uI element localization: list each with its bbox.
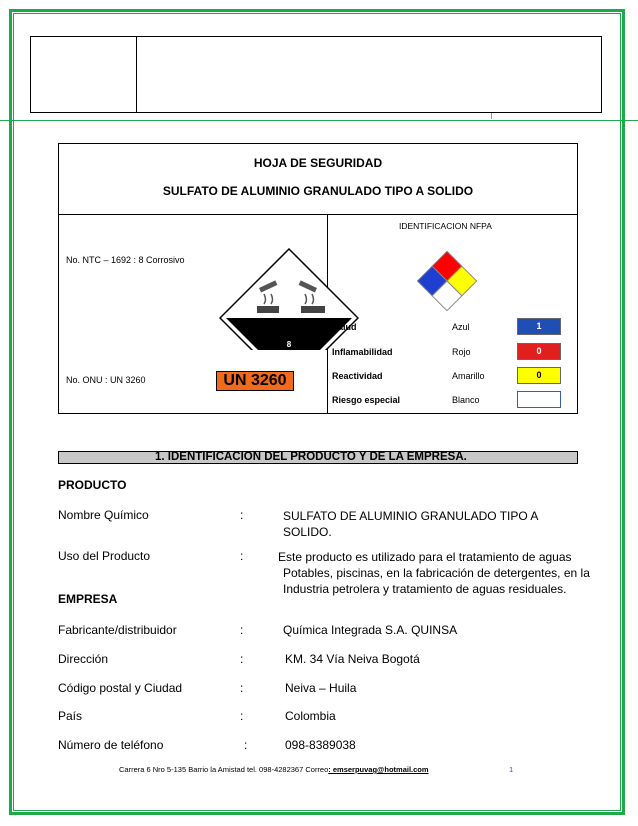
uso-line: Este producto es utilizado para el tratamiento de aguas bbox=[278, 550, 572, 564]
uso-value bbox=[278, 549, 590, 597]
nfpa-value-box: 0 bbox=[517, 367, 561, 384]
footer-email[interactable]: : emserpuvag@hotmail.com bbox=[328, 765, 429, 774]
nombre-line: SULFATO DE ALUMINIO GRANULADO TIPO A bbox=[283, 509, 539, 523]
uso-line: Industria petrolera y tratamiento de aguas residuales. bbox=[283, 582, 567, 596]
nfpa-label: Reactividad bbox=[332, 371, 383, 381]
identification-box bbox=[58, 215, 578, 414]
page-footer bbox=[119, 765, 514, 774]
section-1-heading: 1. IDENTIFICACION DEL PRODUCTO Y DE LA EMPRESA. bbox=[155, 451, 467, 463]
corrosive-pictogram-icon bbox=[219, 248, 359, 350]
codigo-label: Código postal y Ciudad bbox=[58, 681, 183, 695]
nfpa-color-name: Azul bbox=[452, 322, 470, 332]
document-subtitle: SULFATO DE ALUMINIO GRANULADO TIPO A SOLIDO bbox=[162, 184, 474, 198]
nfpa-label: Inflamabilidad bbox=[332, 347, 393, 357]
ntc-number: No. NTC – 1692 : 8 Corrosivo bbox=[66, 255, 185, 265]
colon: : bbox=[240, 549, 244, 563]
nfpa-title: IDENTIFICACION NFPA bbox=[399, 221, 492, 231]
header-rule bbox=[0, 120, 638, 121]
nfpa-color-name: Blanco bbox=[452, 395, 480, 405]
codigo-value: Neiva – Huila bbox=[285, 681, 357, 695]
colon: : bbox=[240, 652, 244, 666]
direccion-label: Dirección bbox=[58, 652, 109, 666]
uso-line: Potables, piscinas, en la fabricación de detergentes, en la bbox=[283, 566, 590, 580]
nfpa-value-box: 1 bbox=[517, 318, 561, 335]
nombre-value bbox=[283, 508, 538, 540]
direccion-value: KM. 34 Vía Neiva Bogotá bbox=[285, 652, 420, 666]
header-tick bbox=[491, 113, 492, 119]
colon: : bbox=[240, 709, 244, 723]
page-number: 1 bbox=[509, 765, 514, 774]
colon: : bbox=[244, 738, 248, 752]
onu-number: No. ONU : UN 3260 bbox=[66, 375, 146, 385]
nombre-line: SOLIDO. bbox=[283, 525, 332, 539]
hazard-class-number: 8 bbox=[286, 340, 292, 349]
pais-label: País bbox=[58, 709, 83, 723]
fabricante-label: Fabricante/distribuidor bbox=[58, 623, 177, 637]
title-box bbox=[58, 143, 578, 215]
telefono-value: 098-8389038 bbox=[285, 738, 356, 752]
producto-heading: PRODUCTO bbox=[58, 478, 127, 492]
nfpa-diamond-icon bbox=[417, 251, 477, 311]
header-box bbox=[30, 36, 602, 113]
footer-address: Carrera 6 Nro 5-135 Barrio la Amistad tel. 098-4282367 Correo bbox=[119, 765, 329, 774]
document-title: HOJA DE SEGURIDAD bbox=[253, 156, 383, 170]
nfpa-value-box: 0 bbox=[517, 343, 561, 360]
pais-value: Colombia bbox=[285, 709, 336, 723]
uso-label: Uso del Producto bbox=[58, 549, 151, 563]
nfpa-color-name: Amarillo bbox=[452, 371, 485, 381]
header-logo-cell bbox=[31, 37, 137, 112]
nfpa-label: Riesgo especial bbox=[332, 395, 401, 405]
nfpa-label: Salud bbox=[332, 322, 357, 332]
nfpa-value-box bbox=[517, 391, 561, 408]
colon: : bbox=[240, 623, 244, 637]
section-1-heading-bar bbox=[58, 451, 578, 464]
fabricante-value: Química Integrada S.A. QUINSA bbox=[283, 623, 458, 637]
nfpa-color-name: Rojo bbox=[452, 347, 471, 357]
colon: : bbox=[240, 508, 244, 522]
un-number-plate: UN 3260 bbox=[216, 371, 294, 391]
nombre-label: Nombre Químico bbox=[58, 508, 149, 522]
empresa-heading: EMPRESA bbox=[58, 592, 118, 606]
telefono-label: Número de teléfono bbox=[58, 738, 164, 752]
colon: : bbox=[240, 681, 244, 695]
